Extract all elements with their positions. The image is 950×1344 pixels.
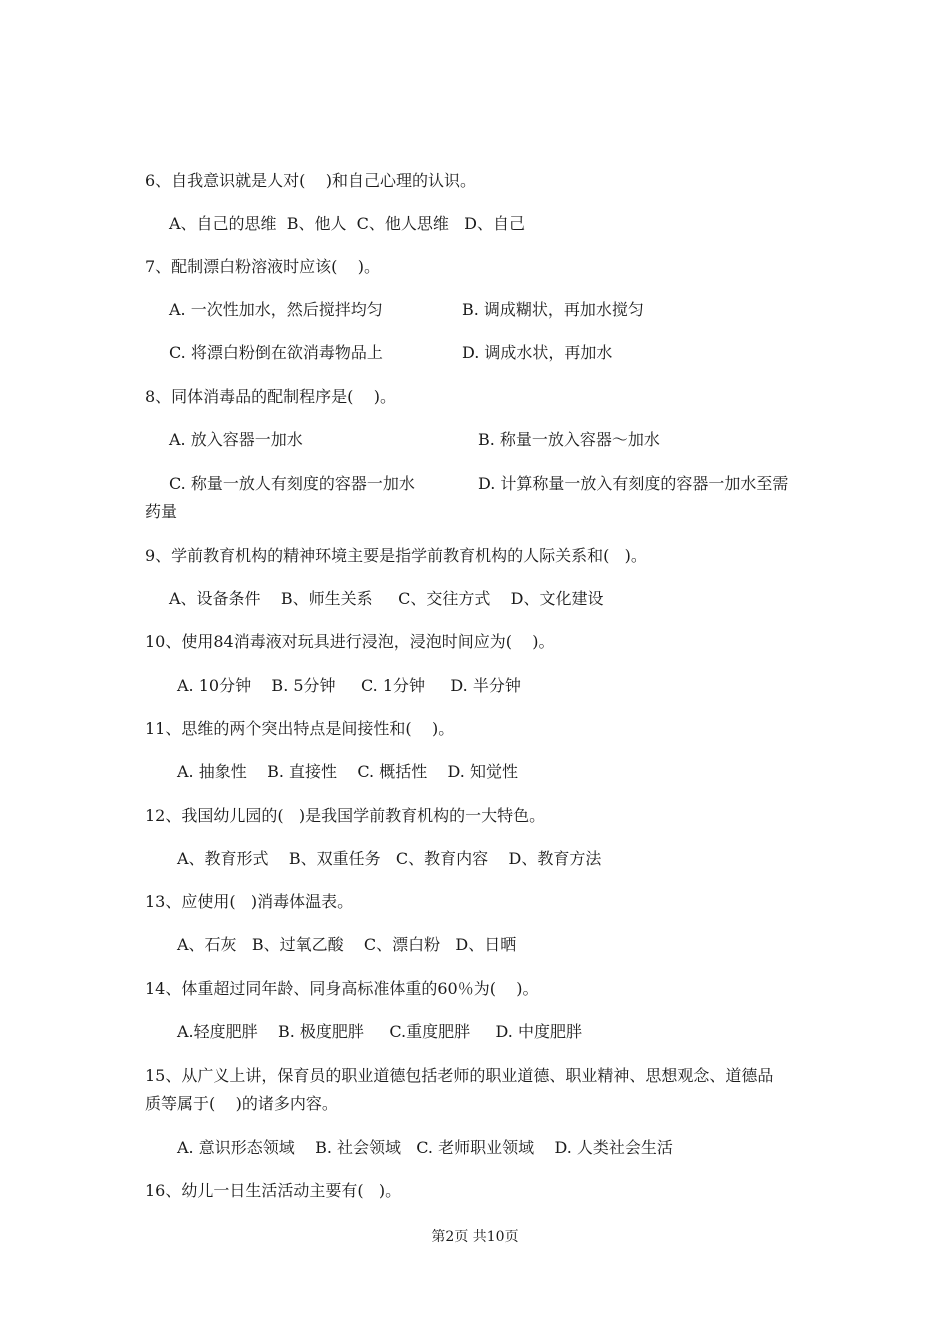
question-stem: 12、我国幼儿园的( )是我国学前教育机构的一大特色。 bbox=[145, 806, 546, 825]
question-stem: 8、同体消毒品的配制程序是( )。 bbox=[145, 387, 397, 406]
option: B. 称量一放入容器～加水 bbox=[478, 430, 660, 449]
question-stem-continuation: 质等属于( )的诸多内容。 bbox=[145, 1094, 338, 1113]
question-options: A、教育形式 B、双重任务 C、教育内容 D、教育方法 bbox=[177, 849, 602, 868]
question-stem: 15、从广义上讲，保育员的职业道德包括老师的职业道德、职业精神、思想观念、道德品 bbox=[145, 1066, 774, 1085]
question-options: A、设备条件 B、师生关系 C、交往方式 D、文化建设 bbox=[169, 589, 604, 608]
question-stem: 14、体重超过同年龄、同身高标准体重的60％为( )。 bbox=[145, 979, 539, 998]
page-footer: 第2页 共10页 bbox=[431, 1229, 519, 1245]
question-options: A. 抽象性 B. 直接性 C. 概括性 D. 知觉性 bbox=[177, 762, 518, 781]
question-options: A. 10分钟 B. 5分钟 C. 1分钟 D. 半分钟 bbox=[177, 676, 521, 695]
question-stem: 6、自我意识就是人对( )和自己心理的认识。 bbox=[145, 171, 477, 190]
option: A. 放入容器一加水 bbox=[169, 430, 303, 449]
option: C. 将漂白粉倒在欲消毒物品上 bbox=[169, 343, 383, 362]
option: C. 称量一放人有刻度的容器一加水 bbox=[169, 474, 415, 493]
question-stem: 16、幼儿一日生活活动主要有( )。 bbox=[145, 1181, 402, 1200]
question-options: A. 意识形态领域 B. 社会领域 C. 老师职业领域 D. 人类社会生活 bbox=[177, 1138, 673, 1157]
option: D. 计算称量一放入有刻度的容器一加水至需 bbox=[478, 474, 789, 493]
question-stem: 9、学前教育机构的精神环境主要是指学前教育机构的人际关系和( )。 bbox=[145, 546, 647, 565]
question-options: A、石灰 B、过氧乙酸 C、漂白粉 D、日晒 bbox=[177, 935, 517, 954]
question-stem: 11、思维的两个突出特点是间接性和( )。 bbox=[145, 719, 455, 738]
question-options: A、自己的思维 B、他人 C、他人思维 D、自己 bbox=[169, 214, 525, 233]
question-stem: 10、使用84消毒液对玩具进行浸泡，浸泡时间应为( )。 bbox=[145, 632, 555, 651]
option-continuation: 药量 bbox=[145, 502, 178, 521]
option: D. 调成水状，再加水 bbox=[462, 343, 613, 362]
question-options: A.轻度肥胖 B. 极度肥胖 C.重度肥胖 D. 中度肥胖 bbox=[177, 1022, 582, 1041]
option: B. 调成糊状，再加水搅匀 bbox=[462, 300, 644, 319]
question-stem: 13、应使用( )消毒体温表。 bbox=[145, 892, 354, 911]
question-stem: 7、配制漂白粉溶液时应该( )。 bbox=[145, 257, 381, 276]
option: A. 一次性加水，然后搅拌均匀 bbox=[169, 300, 383, 319]
